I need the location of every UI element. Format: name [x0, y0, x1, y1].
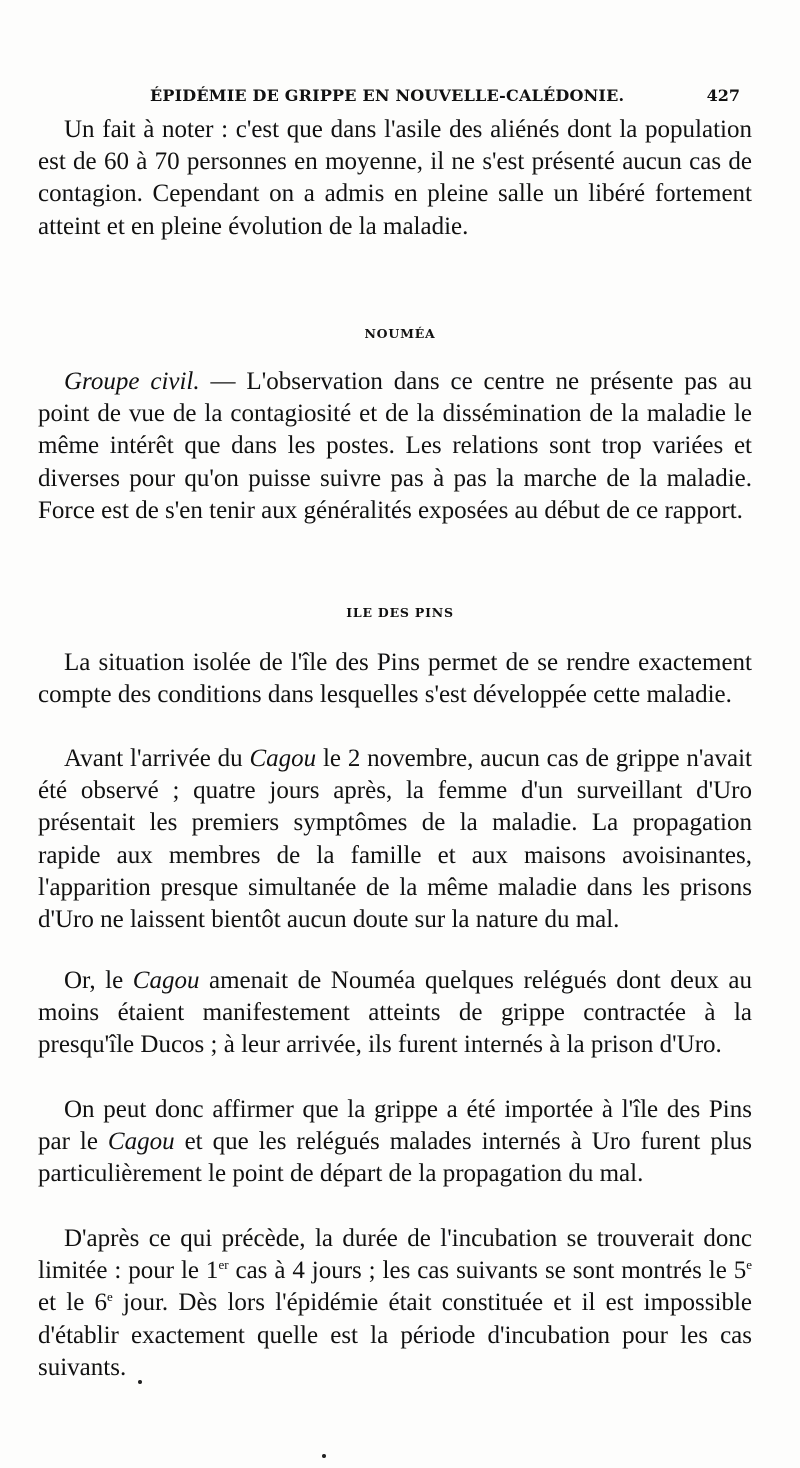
paragraph-text: — L'observation dans ce centre ne présente pas au point de vue de la contagiosité et de la dissémination de la maladie le même intérêt que dans les postes. Les relations sont trop variées et diverses pour qu'on puisse suivre pas à pas la marche de la maladie. Force est de s'en tenir aux généralités exposées au début de ce rapport.	[38, 368, 753, 524]
ship-name: Cagou	[107, 1128, 175, 1156]
section-heading-noumea: NOUMÉA	[364, 326, 436, 341]
ile-des-pins-paragraph-3	[38, 965, 752, 1062]
ink-speck	[322, 1454, 326, 1458]
text-run: D'après ce qui précède, la durée de l'incubation se trouverait donc limitée : pour le 1	[38, 1225, 752, 1285]
page-number: 427	[706, 86, 740, 105]
ordinal-superscript: er	[218, 1257, 229, 1273]
text-run: Avant l'arrivée du	[64, 745, 250, 772]
text-run: cas à 4 jours ; les cas suivants se sont montrés le 5	[228, 1257, 747, 1285]
ordinal-superscript: e	[746, 1257, 753, 1273]
ship-name: Cagou	[249, 745, 317, 772]
ile-des-pins-paragraph-5	[38, 1223, 752, 1384]
section-heading-ile-des-pins: ILE DES PINS	[346, 605, 454, 620]
ile-des-pins-paragraph-2	[38, 743, 752, 936]
text-run: On peut donc affirmer que la grippe a été importée à l'île des Pins par le	[38, 1096, 752, 1156]
noumea-paragraph	[38, 366, 752, 527]
ordinal-superscript: e	[107, 1289, 113, 1305]
ink-speck	[138, 1380, 142, 1384]
ile-des-pins-paragraph-4	[38, 1094, 752, 1191]
opening-paragraph: Un fait à noter : c'est que dans l'asile des aliénés dont la population est de 60 à 70 personnes en moyenne, il ne s'est présenté aucun cas de contagion. Cependant on a admis en pleine salle un libéré fortement atteint et en pleine évolution de la maladie.	[38, 116, 752, 240]
text-run: jour. Dès lors l'épidémie était constituée et il est impossible d'établir exactement quelle est la période d'incubation pour les cas suivants.	[38, 1289, 752, 1381]
text-run: Or, le	[64, 967, 133, 994]
ile-des-pins-paragraph-1: La situation isolée de l'île des Pins permet de se rendre exactement compte des conditions dans lesquelles s'est développée cette maladie.	[38, 649, 752, 709]
text-run: et que les relégués malades internés à Uro furent plus particulièrement le point de départ de la propagation du mal.	[38, 1128, 752, 1188]
text-run: amenait de Nouméa quelques relégués dont deux au moins étaient manifestement atteints de grippe contractée à la presqu'île Ducos ; à leur arrivée, ils furent internés à la prison d'Uro.	[38, 967, 752, 1059]
ship-name: Cagou	[132, 967, 200, 994]
text-run: et le 6	[38, 1289, 108, 1317]
paragraph-lead-italic: Groupe civil.	[64, 368, 200, 395]
running-header	[150, 86, 740, 110]
text-run: le 2 novembre, aucun cas de grippe n'avait été observé ; quatre jours après, la femme d'un surveillant d'Uro présentait les premiers symptômes de la maladie. La propagation rapide aux membres de la famille et aux maisons avoisinantes, l'apparition presque simultanée de la même maladie dans les prisons d'Uro ne laissent bientôt aucun doute sur la nature du mal.	[38, 745, 753, 934]
running-title: ÉPIDÉMIE DE GRIPPE EN NOUVELLE-CALÉDONIE.	[150, 86, 625, 105]
